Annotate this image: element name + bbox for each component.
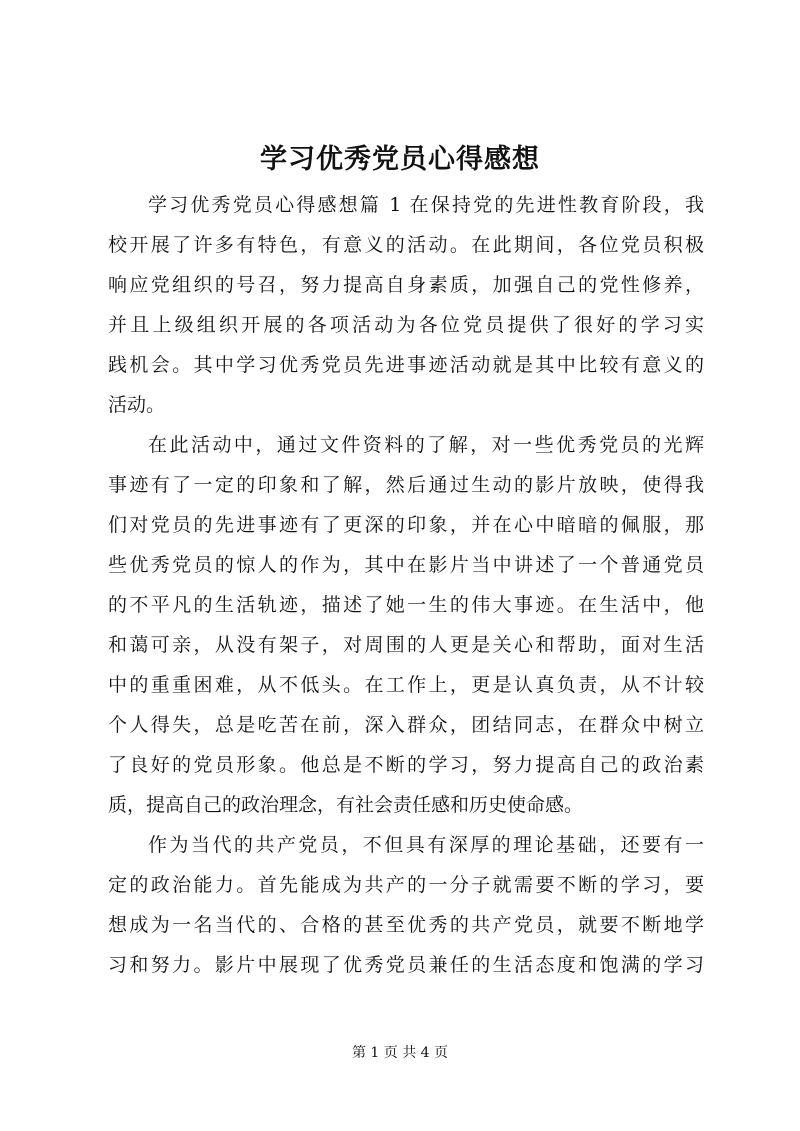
text-line: 了良好的党员形象。他总是不断的学习，努力提高自己的政治素 (108, 754, 704, 776)
text-line: 校开展了许多有特色，有意义的活动。在此期间，各位党员积极 (108, 234, 704, 256)
text-line: 些优秀党员的惊人的作为，其中在影片当中讲述了一个普通党员 (108, 554, 704, 576)
page-footer: 第 1 页 共 4 页 (351, 1045, 449, 1061)
text-line: 们对党员的先进事迹有了更深的印象，并在心中暗暗的佩服，那 (108, 514, 704, 536)
text-line: 在此活动中，通过文件资料的了解，对一些优秀党员的光辉 (148, 434, 704, 456)
text-line: 和蔼可亲，从没有架子，对周围的人更是关心和帮助，面对生活 (108, 634, 704, 656)
text-line: 想成为一名当代的、合格的甚至优秀的共产党员，就要不断地学 (108, 914, 704, 936)
document-title: 学习优秀党员心得感想 (260, 144, 540, 175)
text-line: 活动。 (108, 394, 166, 416)
text-line: 定的政治能力。首先能成为共产的一分子就需要不断的学习，要 (108, 874, 704, 896)
text-line: 学习优秀党员心得感想篇 1 在保持党的先进性教育阶段，我 (148, 194, 704, 216)
text-line: 质，提高自己的政治理念，有社会责任感和历史使命感。 (108, 794, 584, 816)
text-line: 个人得失，总是吃苦在前，深入群众，团结同志，在群众中树立 (108, 714, 704, 736)
text-line: 事迹有了一定的印象和了解，然后通过生动的影片放映，使得我 (108, 474, 704, 496)
text-line: 践机会。其中学习优秀党员先进事迹活动就是其中比较有意义的 (108, 354, 704, 376)
text-line: 并且上级组织开展的各项活动为各位党员提供了很好的学习实 (108, 314, 704, 336)
text-line: 响应党组织的号召，努力提高自身素质，加强自己的党性修养， (108, 274, 704, 296)
text-line: 的不平凡的生活轨迹，描述了她一生的伟大事迹。在生活中，他 (108, 594, 704, 616)
text-line: 习和努力。影片中展现了优秀党员兼任的生活态度和饱满的学习 (108, 954, 704, 976)
text-line: 作为当代的共产党员，不但具有深厚的理论基础，还要有一 (148, 834, 704, 856)
document-body (108, 185, 704, 985)
text-line: 中的重重困难，从不低头。在工作上，更是认真负责，从不计较 (108, 674, 704, 696)
